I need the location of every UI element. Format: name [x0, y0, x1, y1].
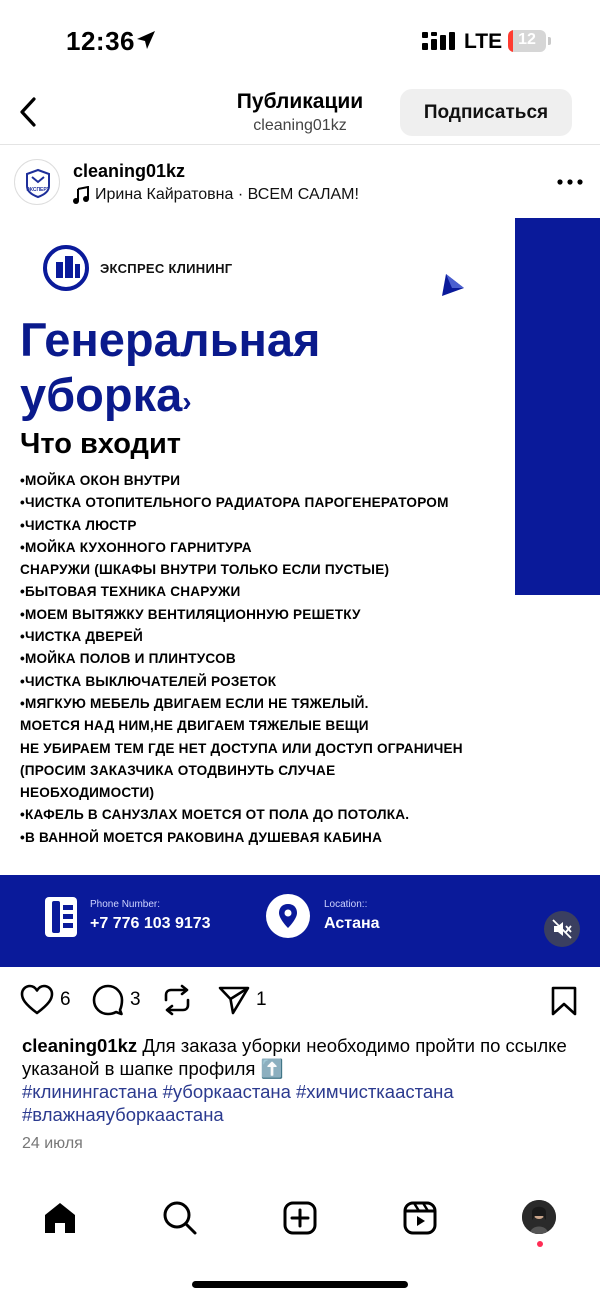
location-pin-icon: [266, 894, 310, 938]
more-options-icon[interactable]: [554, 170, 586, 194]
profile-photo-icon: [522, 1200, 556, 1234]
brand-logo: [42, 244, 232, 292]
service-list: [20, 470, 510, 849]
post-music[interactable]: [73, 186, 359, 204]
share-button[interactable]: [218, 984, 267, 1016]
service-list-item: •МОЙКА ОКОН ВНУТРИ: [20, 473, 181, 488]
headline-line2: уборка: [20, 368, 183, 421]
comment-icon: [92, 984, 124, 1016]
service-list-item: •МОЕМ ВЫТЯЖКУ ВЕНТИЛЯЦИОННУЮ РЕШЕТКУ: [20, 606, 361, 622]
decorative-blue-bar: [515, 218, 600, 595]
nav-header: [0, 80, 600, 144]
service-list-item: МОЕТСЯ НАД НИМ,НЕ ДВИГАЕМ ТЯЖЕЛЫЕ ВЕЩИ: [20, 718, 369, 734]
post-date: 24 июля: [22, 1135, 83, 1152]
service-list-item: •МОЙКА ПОЛОВ И ПЛИНТУСОВ: [20, 651, 236, 667]
battery-icon: [508, 30, 550, 52]
music-label: Ирина Кайратовна · ВСЕМ САЛАМ!: [95, 186, 359, 203]
phone-value: +7 776 103 9173: [90, 915, 211, 932]
subscribe-button[interactable]: Подписаться: [400, 89, 572, 136]
service-list-item: (ПРОСИМ ЗАКАЗЧИКА ОТОДВИНУТЬ СЛУЧАЕ: [20, 762, 336, 778]
signal-icon: [422, 32, 456, 50]
music-note-icon: [73, 186, 89, 204]
service-list-item: •ЧИСТКА ВЫКЛЮЧАТЕЛЕЙ РОЗЕТОК: [20, 673, 277, 689]
service-list-item: •МЯГКУЮ МЕБЕЛЬ ДВИГАЕМ ЕСЛИ НЕ ТЯЖЕЛЫЙ.: [20, 695, 369, 711]
caption-hashtags[interactable]: #клинингастана #уборкаастана #химчисткаастана #влажнаяуборкаастана: [22, 1081, 454, 1125]
heart-icon: [20, 984, 54, 1016]
service-list-item: НЕОБХОДИМОСТИ): [20, 785, 155, 801]
phone-label: Phone Number:: [90, 899, 161, 910]
caption-username[interactable]: cleaning01kz: [22, 1035, 138, 1056]
phone-icon: [44, 895, 78, 939]
service-list-item: •БЫТОВАЯ ТЕХНИКА СНАРУЖИ: [20, 584, 241, 600]
profile-avatar[interactable]: [522, 1200, 556, 1234]
service-list-item: •ЧИСТКА ОТОПИТЕЛЬНОГО РАДИАТОРА ПАРОГЕНЕРАТОРОМ: [20, 495, 449, 511]
service-list-item: •В ВАННОЙ МОЕТСЯ РАКОВИНА ДУШЕВАЯ КАБИНА: [20, 829, 383, 845]
caption-emoji: ⬆️: [260, 1058, 284, 1079]
repost-button[interactable]: [162, 984, 192, 1016]
post-header: [0, 146, 600, 218]
comments-count: 3: [130, 989, 141, 1010]
page-title: Публикации: [236, 90, 364, 113]
post-username[interactable]: cleaning01kz: [73, 161, 186, 181]
subhead: Что входит: [20, 428, 181, 460]
divider: [0, 144, 600, 145]
home-icon[interactable]: [40, 1198, 80, 1238]
shares-count: 1: [256, 989, 267, 1010]
comment-button[interactable]: [92, 984, 141, 1016]
search-icon[interactable]: [160, 1198, 200, 1238]
expert-logo-icon: [15, 160, 60, 205]
status-bar: [0, 0, 600, 80]
location-value: Астана: [324, 915, 380, 932]
headline-arrow: ›: [182, 386, 192, 417]
page-subtitle: cleaning01kz: [253, 117, 347, 134]
svg-text:ЭКСПЕРТ: ЭКСПЕРТ: [26, 187, 50, 193]
location-arrow-icon: [136, 30, 156, 50]
post-caption: [22, 1034, 582, 1126]
service-list-item: •МОЙКА КУХОННОГО ГАРНИТУРА: [20, 539, 252, 555]
service-list-item: СНАРУЖИ (ШКАФЫ ВНУТРИ ТОЛЬКО ЕСЛИ ПУСТЫЕ): [20, 562, 390, 578]
repost-icon: [162, 984, 192, 1016]
network-type: LTE: [464, 30, 503, 53]
avatar[interactable]: [14, 159, 60, 205]
service-list-item: •ЧИСТКА ЛЮСТР: [20, 517, 137, 533]
create-icon[interactable]: [280, 1198, 320, 1238]
send-icon: [218, 984, 250, 1016]
likes-count: 6: [60, 989, 71, 1010]
building-logo-icon: [42, 244, 90, 292]
like-button[interactable]: [20, 984, 71, 1016]
brand-name: ЭКСПРЕС КЛИНИНГ: [100, 260, 233, 276]
arrow-pointer-icon: [440, 272, 466, 298]
caption-text: Для заказа уборки необходимо пройти по ссылке указаной в шапке профиля: [22, 1035, 567, 1079]
bottom-tab-bar: [0, 1194, 600, 1244]
home-indicator: [192, 1281, 408, 1288]
post-actions: [0, 980, 600, 1022]
service-list-item: •КАФЕЛЬ В САНУЗЛАХ МОЕТСЯ ОТ ПОЛА ДО ПОТОЛКА.: [20, 807, 410, 823]
post-image[interactable]: [0, 218, 600, 967]
bookmark-icon[interactable]: [550, 986, 578, 1016]
headline-line1: Генеральная: [20, 313, 321, 366]
contact-band: [0, 875, 600, 967]
notification-dot: [537, 1241, 543, 1247]
reels-icon[interactable]: [400, 1198, 440, 1238]
speaker-muted-icon: [544, 911, 580, 947]
status-time: 12:36: [66, 26, 135, 56]
location-label: Location::: [324, 899, 368, 910]
headline: [20, 312, 320, 429]
service-list-item: •ЧИСТКА ДВЕРЕЙ: [20, 629, 144, 645]
battery-level: 12: [518, 31, 536, 48]
mute-button[interactable]: [544, 911, 580, 947]
service-list-item: НЕ УБИРАЕМ ТЕМ ГДЕ НЕТ ДОСТУПА ИЛИ ДОСТУП ОГРАНИЧЕН: [20, 740, 463, 756]
